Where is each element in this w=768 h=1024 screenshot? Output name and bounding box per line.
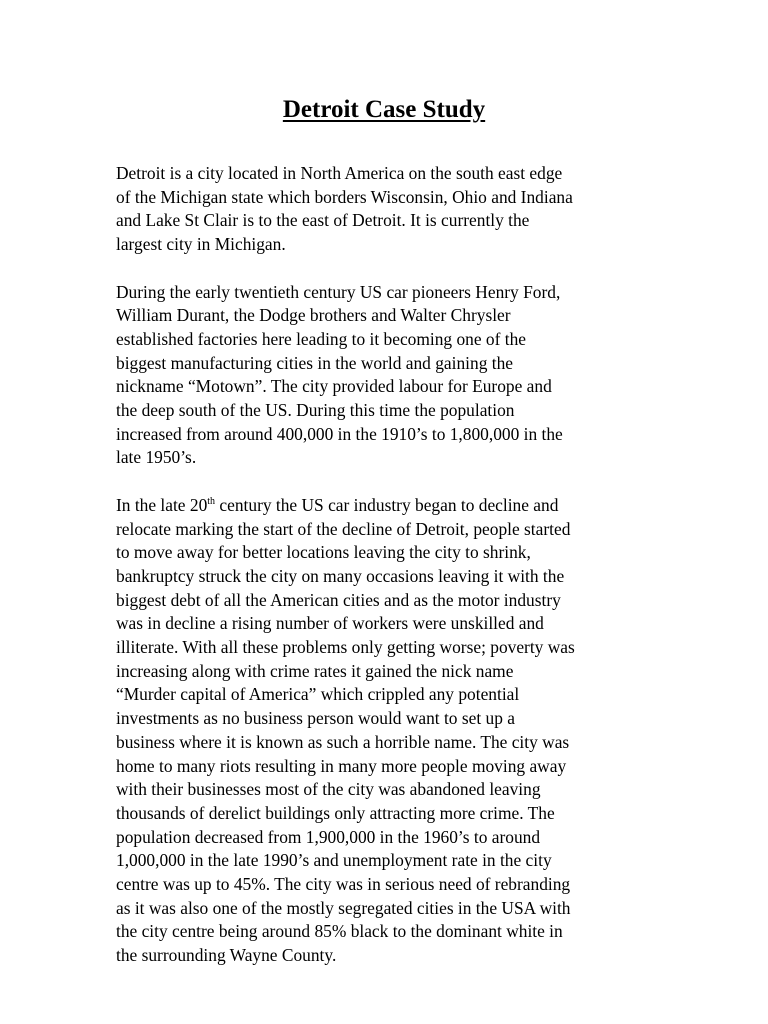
text-line: relocate marking the start of the decline of Detroit, people started: [116, 518, 571, 539]
text-line: the deep south of the US. During this time the population: [116, 400, 515, 421]
text-line: increased from around 400,000 in the 1910’s to 1,800,000 in the: [116, 423, 563, 444]
text-line: “Murder capital of America” which crippled any potential: [116, 684, 520, 705]
text-line: was in decline a rising number of workers were unskilled and: [116, 613, 544, 634]
text-line: with their businesses most of the city was abandoned leaving: [116, 779, 541, 800]
text-fragment: In the late 20: [116, 494, 208, 515]
text-line: nickname “Motown”. The city provided labour for Europe and: [116, 376, 552, 397]
paragraph-history: [116, 281, 656, 471]
text-line: and Lake St Clair is to the east of Detroit. It is currently the: [116, 210, 530, 231]
text-line: the city centre being around 85% black to the dominant white in: [116, 921, 563, 942]
document-body: [116, 162, 656, 968]
text-line: bankruptcy struck the city on many occasions leaving it with the: [116, 565, 565, 586]
text-line: During the early twentieth century US car pioneers Henry Ford,: [116, 281, 561, 302]
text-line: largest city in Michigan.: [116, 234, 286, 255]
text-line: Detroit is a city located in North America on the south east edge: [116, 163, 563, 183]
text-line: centre was up to 45%. The city was in serious need of rebranding: [116, 874, 571, 895]
text-line: to move away for better locations leaving the city to shrink,: [116, 542, 531, 563]
text-line: late 1950’s.: [116, 447, 197, 468]
text-line: increasing along with crime rates it gained the nick name: [116, 660, 514, 681]
text-line: biggest manufacturing cities in the world and gaining the: [116, 352, 513, 373]
text-line: investments as no business person would want to set up a: [116, 708, 515, 729]
document-title: Detroit Case Study: [282, 96, 486, 123]
text-line: 1,000,000 in the late 1990’s and unemployment rate in the city: [116, 850, 552, 871]
text-line: established factories here leading to it becoming one of the: [116, 328, 526, 349]
text-line: illiterate. With all these problems only getting worse; poverty was: [116, 637, 575, 658]
text-line: population decreased from 1,900,000 in the 1960’s to around: [116, 826, 541, 847]
text-line: of the Michigan state which borders Wisconsin, Ohio and Indiana: [116, 186, 573, 207]
text-line: thousands of derelict buildings only attracting more crime. The: [116, 802, 555, 823]
text-line: biggest debt of all the American cities and as the motor industry: [116, 589, 561, 610]
text-fragment: century the US car industry began to decline and: [215, 494, 559, 515]
text-line: home to many riots resulting in many more people moving away: [116, 755, 567, 776]
paragraph-location: [116, 162, 656, 257]
text-line: William Durant, the Dodge brothers and Walter Chrysler: [116, 305, 511, 326]
ordinal-superscript: th: [207, 495, 216, 507]
paragraph-decline: [116, 494, 656, 968]
text-line: as it was also one of the mostly segregated cities in the USA with: [116, 897, 571, 918]
text-line: business where it is known as such a horrible name. The city was: [116, 731, 570, 752]
text-line: [116, 494, 656, 518]
text-line: the surrounding Wayne County.: [116, 945, 337, 966]
